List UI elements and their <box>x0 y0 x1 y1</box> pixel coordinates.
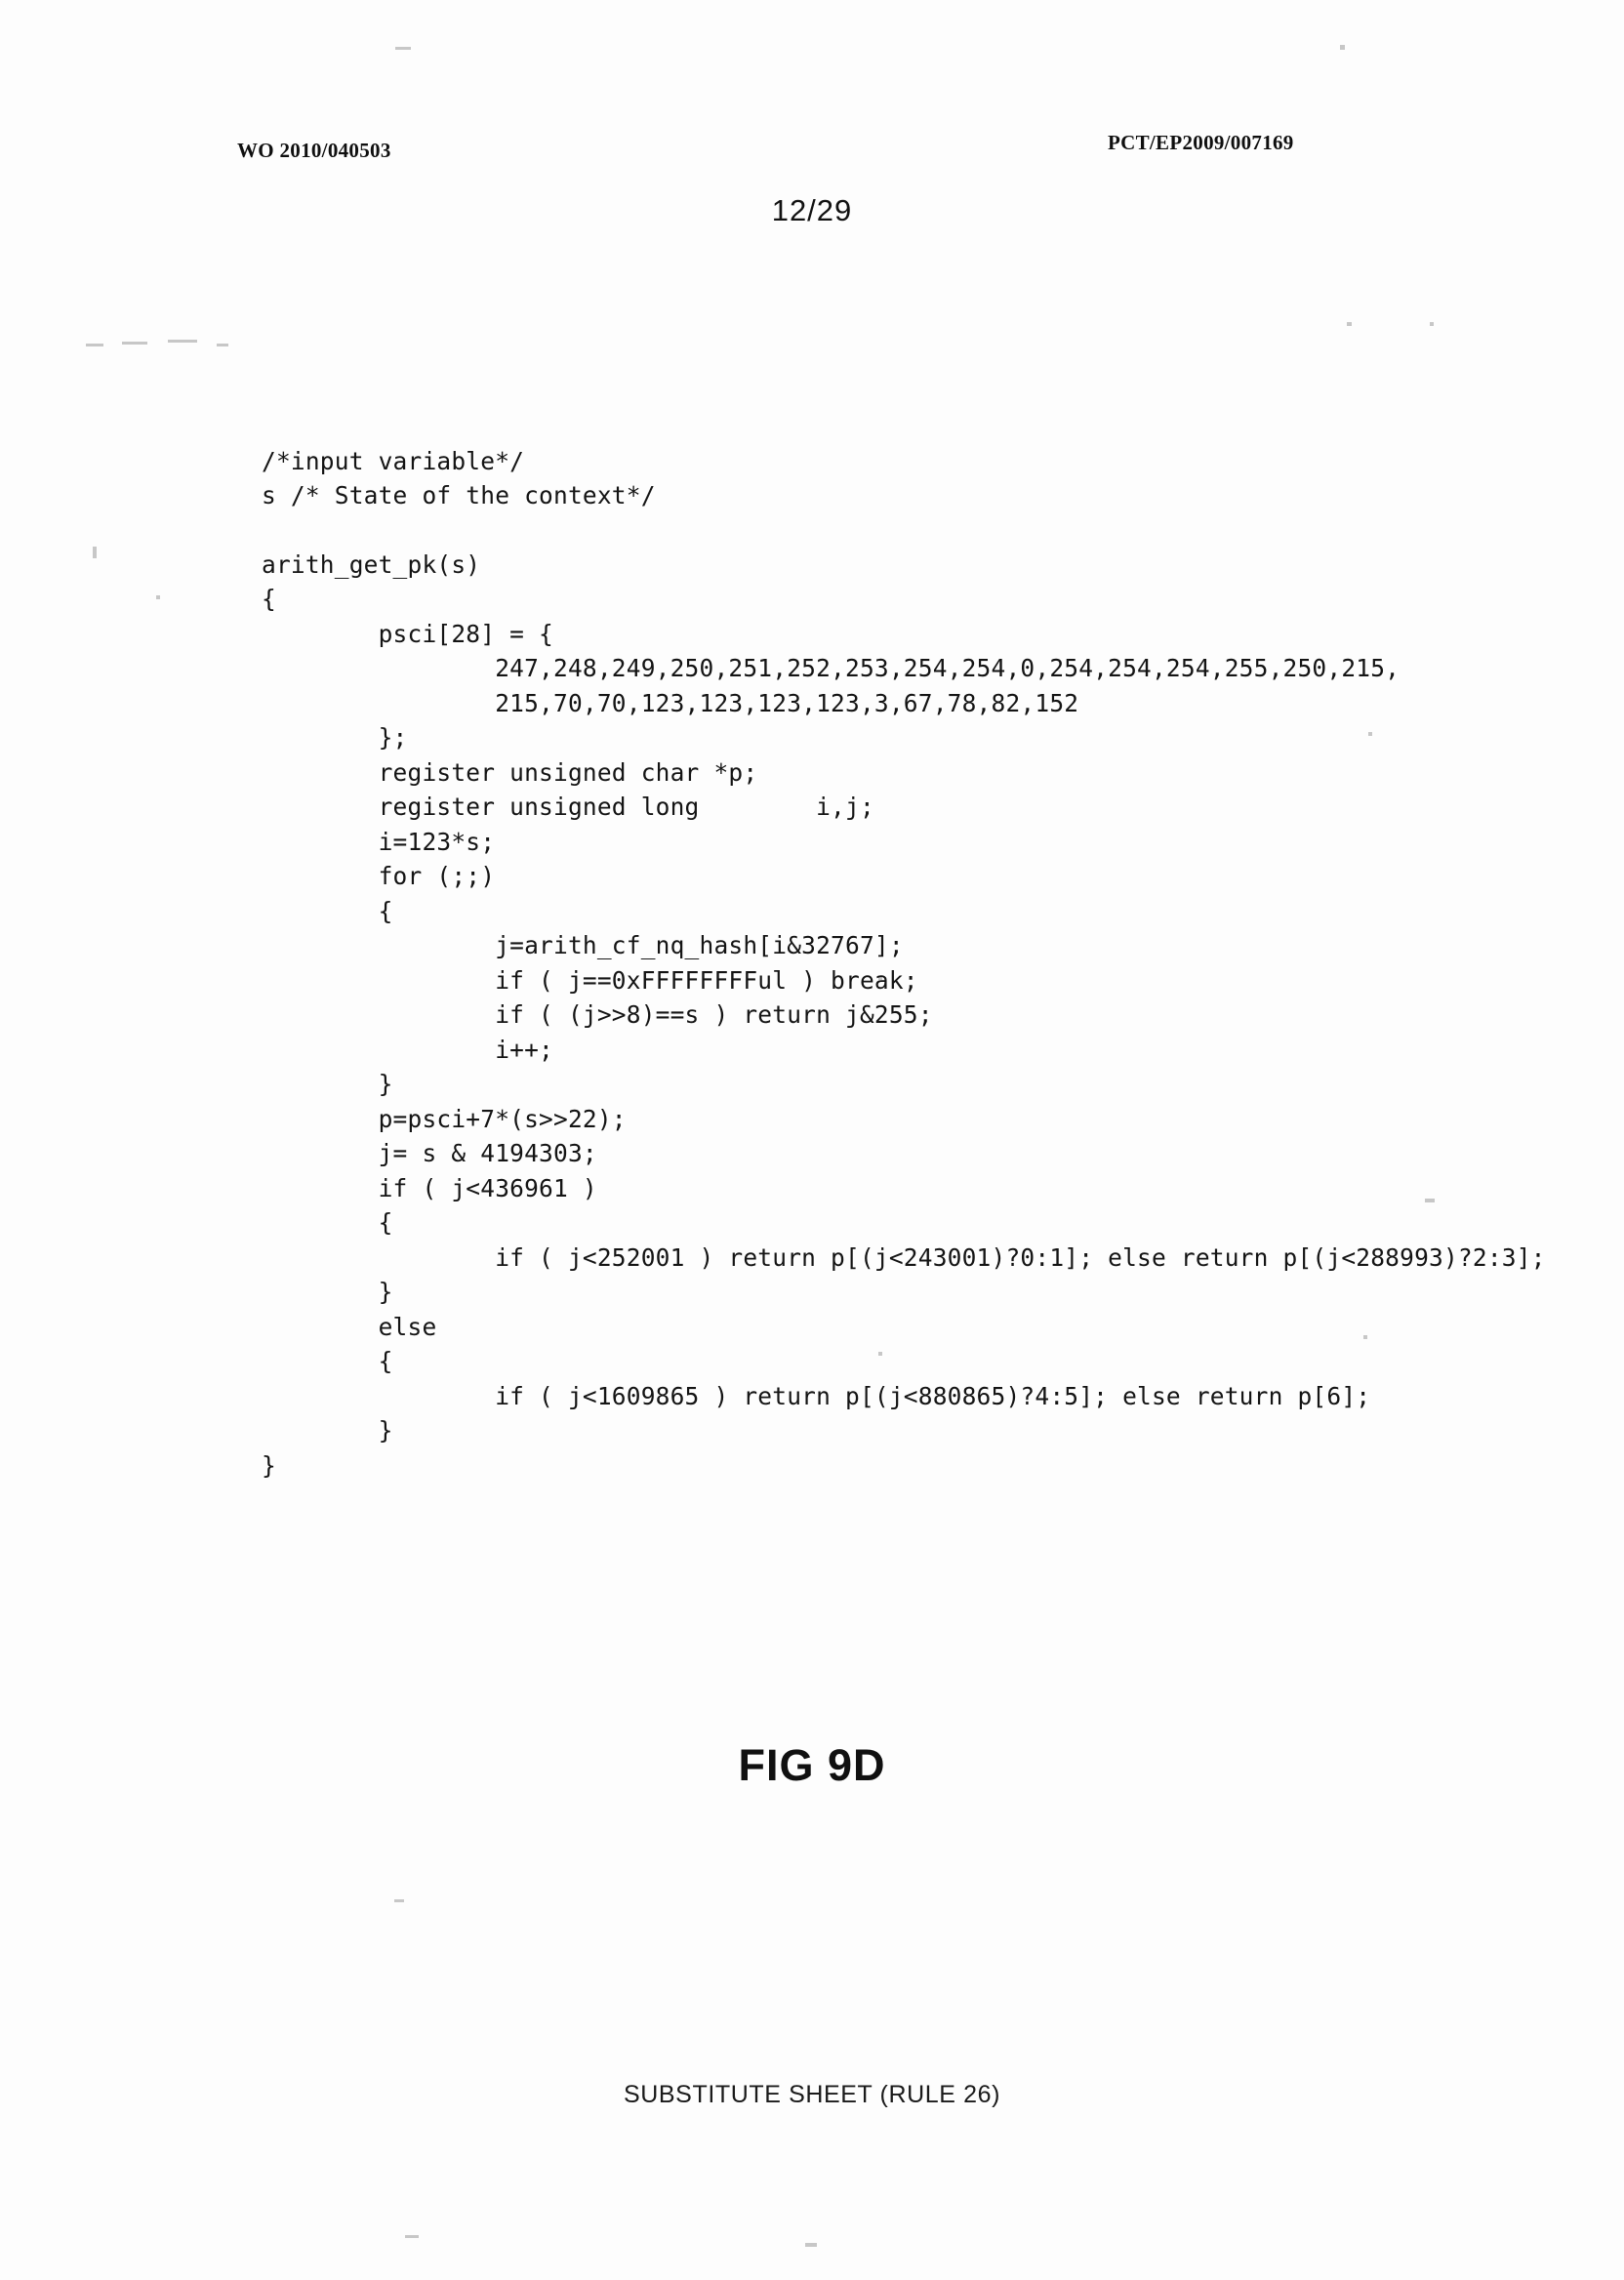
code-line: s /* State of the context*/ <box>262 481 656 509</box>
code-line: } <box>262 1070 393 1098</box>
scan-speck <box>1347 322 1352 326</box>
code-line: 247,248,249,250,251,252,253,254,254,0,254,254,254,255,250,215, <box>262 654 1401 682</box>
code-line: i=123*s; <box>262 827 496 856</box>
scan-speck <box>86 344 103 346</box>
code-line: p=psci+7*(s>>22); <box>262 1104 627 1133</box>
code-line: register unsigned char *p; <box>262 757 758 787</box>
scan-speck <box>405 2235 419 2238</box>
scan-speck <box>156 595 160 599</box>
scan-speck <box>93 547 97 558</box>
code-listing <box>262 444 1546 1484</box>
code-line: if ( j<252001 ) return p[(j<243001)?0:1]; else return p[(j<288993)?2:3]; <box>262 1242 1546 1272</box>
code-line: { <box>262 1208 393 1237</box>
code-line: if ( j<1609865 ) return p[(j<880865)?4:5]; else return p[6]; <box>262 1381 1371 1410</box>
code-line: } <box>262 1278 393 1306</box>
code-line: i++; <box>262 1035 554 1064</box>
code-line: psci[28] = { <box>262 619 554 648</box>
scan-speck <box>217 344 228 346</box>
code-line: } <box>262 1450 276 1480</box>
code-line-blank <box>262 513 1491 548</box>
code-line: arith_get_pk(s) <box>262 550 481 579</box>
scan-speck <box>1340 45 1345 50</box>
scan-speck <box>394 1899 404 1902</box>
code-line: { <box>262 896 393 925</box>
substitute-sheet-notice: SUBSTITUTE SHEET (RULE 26) <box>623 2081 1001 2108</box>
code-line: { <box>262 1347 393 1375</box>
code-line: if ( (j>>8)==s ) return j&255; <box>262 1000 933 1029</box>
code-line: } <box>262 1416 393 1445</box>
code-line: register unsigned long i,j; <box>262 793 874 821</box>
scan-speck <box>168 340 197 343</box>
figure-caption: FIG 9D <box>738 1740 886 1790</box>
code-line: for (;;) <box>262 862 496 890</box>
scan-speck <box>395 47 411 50</box>
code-line: if ( j<436961 ) <box>262 1173 597 1202</box>
code-line: }; <box>262 723 408 752</box>
code-line: /*input variable*/ <box>262 446 525 475</box>
sheet-number: 12/29 <box>771 193 853 227</box>
code-line: else <box>262 1312 437 1341</box>
code-line: 215,70,70,123,123,123,123,3,67,78,82,152 <box>262 688 1079 717</box>
scan-speck <box>1430 322 1434 326</box>
code-line: { <box>262 585 276 613</box>
code-line: if ( j==0xFFFFFFFFul ) break; <box>262 965 918 995</box>
scan-speck <box>805 2243 817 2247</box>
publication-number: WO 2010/040503 <box>237 139 391 162</box>
code-line: j=arith_cf_nq_hash[i&32767]; <box>262 931 904 959</box>
code-line: j= s & 4194303; <box>262 1139 597 1167</box>
scan-speck <box>122 342 147 345</box>
application-number: PCT/EP2009/007169 <box>1108 131 1294 154</box>
